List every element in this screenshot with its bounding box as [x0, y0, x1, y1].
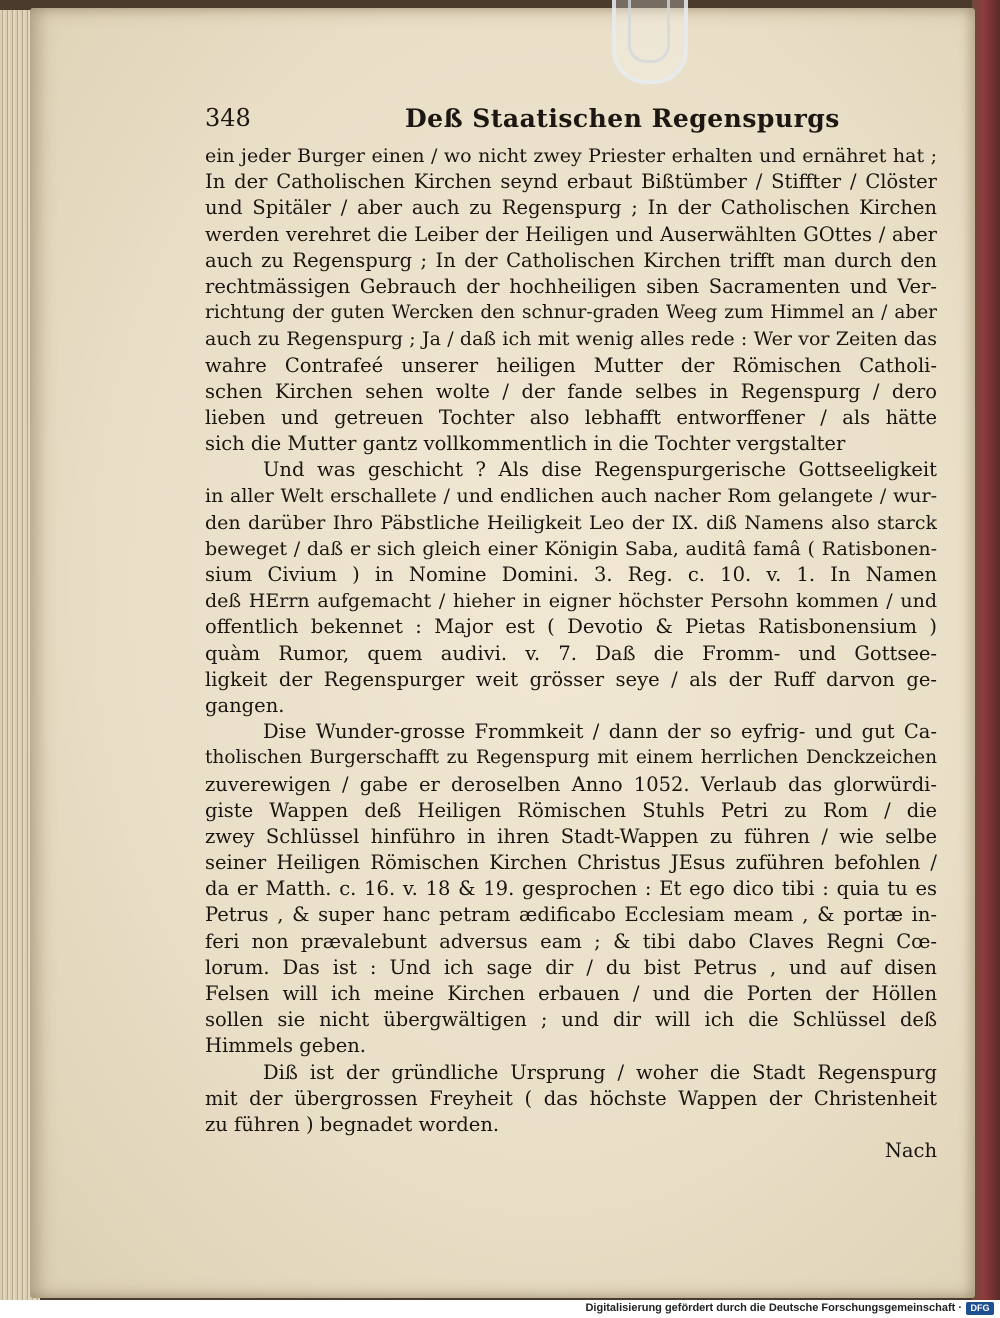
book-cover-edge — [972, 0, 1000, 1300]
text-line: zuverewigen / gabe er deroselben Anno 1052. Verlaub das glorwürdi- — [205, 772, 937, 796]
digitization-footer — [0, 1300, 1000, 1318]
text-line: Felsen will ich meine Kirchen erbauen / und die Porten der Höllen — [205, 982, 937, 1005]
text-line: auch zu Regenspurg ; Ja / daß ich mit wenig alles rede : Wer vor Zeiten das — [205, 328, 937, 351]
text-line: schen Kirchen sehen wolte / der fande selbes in Regenspurg / dero — [205, 379, 937, 403]
text-line: offentlich bekennet : Major est ( Devotio & Pietas Ratisbonensium ) — [205, 615, 937, 639]
text-line: gangen. — [205, 693, 285, 717]
catchword: Nach — [884, 1139, 937, 1163]
text-line: Petrus , & super hanc petram ædificabo Ecclesiam meam , & portæ in- — [205, 903, 937, 927]
text-line: den darüber Ihro Päbstliche Heiligkeit Leo der IX. diß Namens also starck — [205, 511, 937, 534]
text-line: sollen sie nicht übergwältigen ; und dir will ich die Schlüssel deß — [205, 1008, 937, 1032]
text-line: lieben und getreuen Tochter also lebhafft entworffener / als hätte — [205, 405, 937, 429]
text-line: wahre Contrafeé unserer heiligen Mutter der Römischen Catholi- — [205, 353, 937, 377]
text-line: richtung der guten Wercken den schnur-graden Weeg zum Himmel an / aber — [205, 302, 937, 324]
text-line: in aller Welt erschallete / und endlichen auch nacher Rom gelangete / wur- — [205, 485, 937, 508]
paragraph-first-line: Dise Wunder-grosse Frommkeit / dann der so eyfrig- und gut Ca- — [263, 720, 937, 744]
text-line: deß HErrn aufgemacht / hieher in eigner höchster Persohn kommen / und — [205, 590, 937, 613]
text-line: ligkeit der Regenspurger weit grösser seye / als der Ruff darvon ge- — [205, 667, 937, 691]
text-line: mit der übergrossen Freyheit ( das höchste Wappen der Christenheit — [205, 1086, 937, 1110]
funding-credit: Digitalisierung gefördert durch die Deutsche Forschungsgemeinschaft · — [585, 1302, 962, 1314]
text-line: In der Catholischen Kirchen seynd erbaut Bißtümber / Stiffter / Clöster — [205, 170, 937, 194]
body-text — [205, 143, 937, 1164]
text-line: beweget / daß er sich gleich einer Königin Saba, auditâ famâ ( Ratisbonen- — [205, 537, 937, 560]
paragraph-first-line: Diß ist der gründliche Ursprung / woher die Stadt Regenspurg — [263, 1060, 937, 1084]
page-header — [205, 104, 935, 144]
text-line: sich die Mutter gantz vollkommentlich in die Tochter vergstalter — [205, 432, 846, 456]
text-line: quàm Rumor, quem audivi. v. 7. Daß die Fromm- und Gottsee- — [205, 641, 937, 665]
text-line: und Spitäler / aber auch zu Regenspurg ; In der Catholischen Kirchen — [205, 196, 937, 220]
text-line: feri non prævalebunt adversus eam ; & tibi dabo Claves Regni Cœ- — [205, 929, 937, 953]
text-line: sium Civium ) in Nomine Domini. 3. Reg. c. 10. v. 1. In Namen — [205, 563, 937, 586]
page-clip-inner — [628, 0, 670, 63]
text-line: tholischen Burgerschafft zu Regenspurg mit einem herrlichen Denckzeichen — [205, 747, 937, 769]
text-line: giste Wappen deß Heiligen Römischen Stuhls Petri zu Rom / die — [205, 798, 937, 822]
text-line: auch zu Regenspurg ; In der Catholischen Kirchen trifft man durch den — [205, 248, 937, 272]
text-line: zwey Schlüssel hinführo in ihren Stadt-Wappen zu führen / wie selbe — [205, 824, 937, 848]
text-line: seiner Heiligen Römischen Kirchen Christus JEsus zuführen befohlen / — [205, 851, 937, 875]
dfg-logo-icon: DFG — [966, 1302, 994, 1315]
page-number: 348 — [205, 104, 251, 132]
paragraph-first-line: Und was geschicht ? Als dise Regenspurgerische Gottseeligkeit — [263, 458, 937, 482]
text-line: Himmels geben. — [205, 1034, 367, 1058]
text-line: zu führen ) begnadet worden. — [205, 1112, 500, 1136]
running-title: Deß Staatischen Regenspurgs — [405, 104, 840, 133]
text-line: ein jeder Burger einen / wo nicht zwey Priester erhalten und ernähret hat ; — [205, 145, 937, 167]
text-line: da er Matth. c. 16. v. 18 & 19. gesprochen : Et ego dico tibi : quia tu es — [205, 877, 937, 901]
text-line: werden verehret die Leiber der Heiligen und Auserwählten GOttes / aber — [205, 222, 937, 246]
text-line: rechtmässigen Gebrauch der hochheiligen siben Sacramenten und Ver- — [205, 274, 937, 298]
text-line: lorum. Das ist : Und ich sage dir / du bist Petrus , und auf disen — [205, 955, 937, 979]
